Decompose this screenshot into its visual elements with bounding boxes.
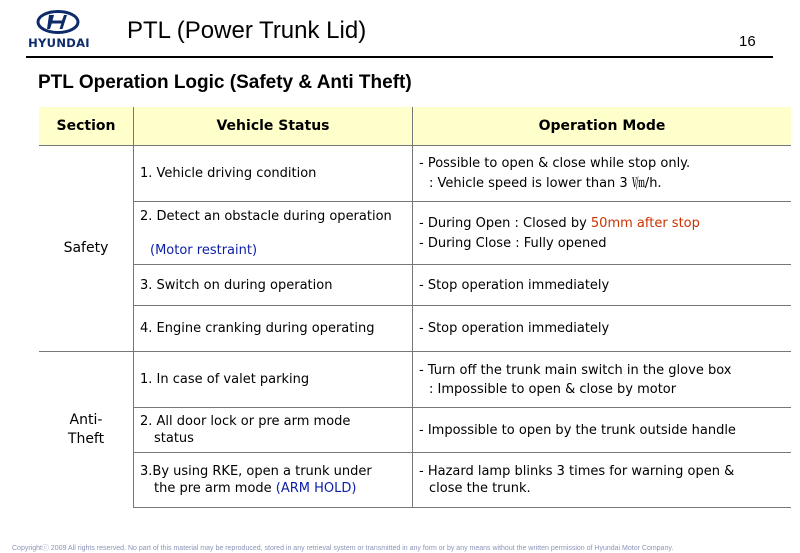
mode-text: - Turn off the trunk main switch in the glove box (419, 362, 732, 378)
header-divider (26, 56, 773, 58)
status-text: 2. Detect an obstacle during operation (140, 208, 392, 224)
status-cell: 1. Vehicle driving condition (134, 146, 413, 202)
mode-open-text: - During Open : Closed by (419, 215, 591, 231)
status-text (140, 480, 406, 497)
section-anti-theft-line: Theft (67, 430, 105, 447)
status-arm-highlight: (ARM HOLD) (275, 481, 357, 496)
table-row (39, 306, 791, 352)
mode-cell: - Stop operation immediately (413, 265, 792, 306)
mode-text (419, 215, 785, 232)
operation-logic-table (39, 107, 791, 508)
table-row (39, 202, 791, 265)
mode-cell (413, 453, 792, 508)
hyundai-logo (26, 10, 92, 50)
page-title: PTL (Power Trunk Lid) (127, 17, 367, 44)
copyright-footer: Copyrightⓒ 2009 All rights reserved. No part of this material may be reproduced, stored in any retrieval system or transmitted in any form or by any means without the written permission of Hyundai Motor Company. (12, 545, 674, 552)
table-row (39, 453, 791, 508)
status-cell (134, 202, 413, 265)
header-operation-mode: Operation Mode (413, 107, 792, 146)
section-anti-theft-line: Anti- (69, 411, 103, 428)
hyundai-emblem-icon (36, 10, 80, 34)
section-anti-theft (39, 352, 134, 508)
header-vehicle-status: Vehicle Status (134, 107, 413, 146)
header-section: Section (39, 107, 134, 146)
mode-open-highlight: 50mm after stop (590, 215, 700, 231)
status-cell (134, 408, 413, 453)
status-text: status (154, 431, 194, 446)
mode-text: - Possible to open & close while stop only. (419, 156, 691, 171)
status-cell: 3. Switch on during operation (134, 265, 413, 306)
status-cell: 1. In case of valet parking (134, 352, 413, 408)
mode-cell (413, 146, 792, 202)
mode-text: : Vehicle speed is lower than 3 ㏞/h. (429, 176, 662, 191)
section-safety: Safety (63, 240, 109, 256)
mode-cell (413, 352, 792, 408)
mode-cell: - Stop operation immediately (413, 306, 792, 352)
table-row (39, 408, 791, 453)
mode-text: : Impossible to open & close by motor (429, 381, 677, 397)
status-text: 3.By using RKE, open a trunk under (140, 464, 372, 479)
section-subtitle: PTL Operation Logic (Safety & Anti Theft) (38, 72, 412, 93)
status-text: 2. All door lock or pre arm mode (140, 414, 351, 429)
status-cell: 4. Engine cranking during operating (134, 306, 413, 352)
mode-cell (413, 202, 792, 265)
status-cell (134, 453, 413, 508)
logo-text: HYUNDAI (28, 36, 90, 50)
mode-text: - Hazard lamp blinks 3 times for warning open & (419, 464, 735, 479)
mode-cell: - Impossible to open by the trunk outside handle (413, 408, 792, 453)
table-header-row (39, 107, 791, 146)
mode-text: close the trunk. (429, 481, 531, 496)
table-row (39, 265, 791, 306)
table-row (39, 146, 791, 202)
status-arm-text: the pre arm mode (154, 481, 276, 496)
mode-close-text: - During Close : Fully opened (419, 235, 607, 251)
status-note: (Motor restraint) (150, 242, 258, 258)
table-row (39, 352, 791, 408)
page-number: 16 (739, 33, 756, 50)
